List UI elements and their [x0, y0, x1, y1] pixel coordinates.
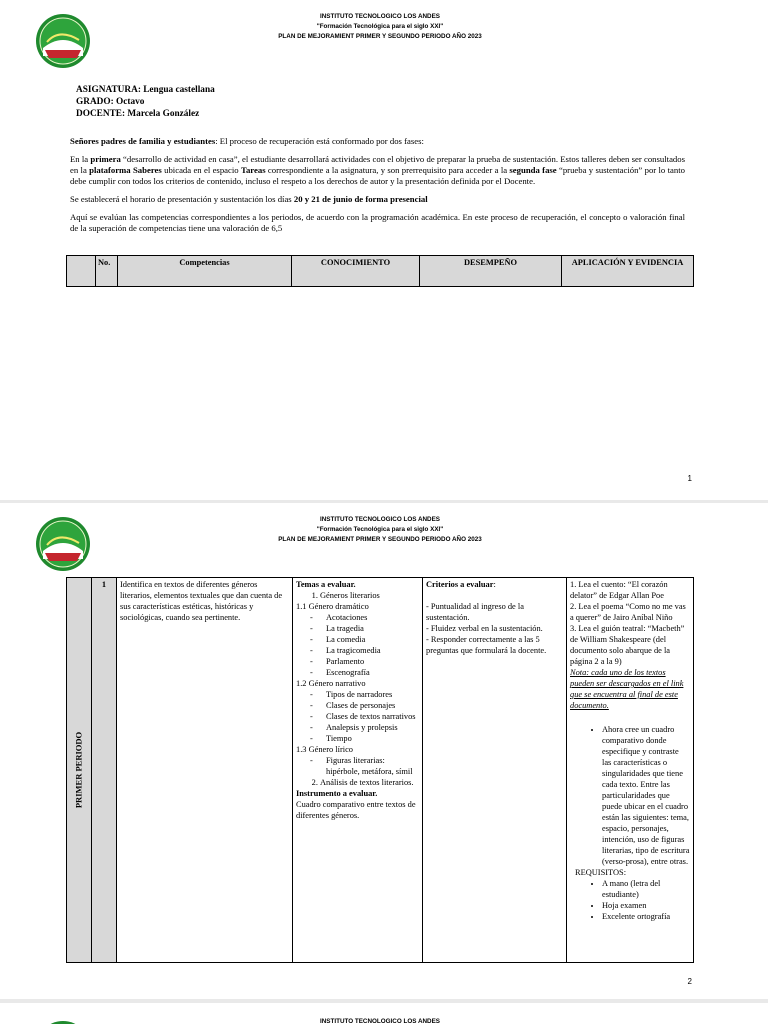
list-item: • Excelente ortografía — [602, 911, 690, 922]
intro-paragraph-1 — [70, 136, 685, 147]
temas-label: Temas a evaluar — [296, 580, 354, 589]
desempeno-cell — [423, 578, 567, 963]
intro-paragraph-4: Aquí se evalúan las competencias correspondientes a los periodos, de acuerdo con la programación académica. En este proceso de recuperación, el concepto o valoración final de la superación de competencias tiene una valoración de 6,5 — [70, 212, 685, 233]
list-item: - Fluidez verbal en la sustentación. — [426, 624, 543, 633]
list-item: - Clases de personajes — [326, 700, 419, 711]
period-label: PRIMER PERIODO — [73, 731, 84, 809]
p2-text-e: ubicada en el espacio — [161, 165, 241, 175]
list-item: - Acotaciones — [326, 612, 419, 623]
section-narrativo: 1.2 Género narrativo — [296, 679, 366, 688]
document-header — [180, 12, 580, 42]
school-logo — [35, 515, 91, 573]
list-item: - Clases de textos narrativos — [326, 711, 419, 722]
period-cell — [67, 578, 92, 963]
p2-text-i: “prueba y sustentación” por lo tanto debe cumplir con todos los criterios de contenido, incluso el respeto a los derechos de autor y la presentación definida por el Docente. — [70, 165, 685, 186]
grade-label: GRADO: Octavo — [76, 97, 145, 107]
list-item: 2. Análisis de textos literarios. — [320, 777, 419, 788]
p2-text-g: correspondiente a la asignatura, y son prerrequisito para acceder a la — [265, 165, 510, 175]
teacher-label: DOCENTE: Marcela González — [76, 109, 200, 119]
list-item: • Ahora cree un cuadro comparativo donde especifique y contraste las características o singularidades que tiene cada texto. Entre las particularidades que puede ubicar en el cuadro están las siguientes: tema, espacio, personajes, intención, uso de figuras literarias, tipo de escritura (verso-prosa), entre otras. — [602, 724, 690, 867]
list-item: - Responder correctamente a las 5 preguntas que formulará la docente. — [426, 635, 547, 655]
list-item: - La tragedia — [326, 623, 419, 634]
requirements-list — [570, 878, 690, 922]
subject-label: ASIGNATURA: Lengua castellana — [76, 85, 215, 95]
table-row — [67, 578, 694, 963]
criterios-list — [426, 601, 563, 656]
institution-slogan: "Formación Tecnológica para el siglo XXI" — [316, 526, 444, 533]
p3-text-a: Se establecerá el horario de presentación y sustentación los días — [70, 194, 294, 204]
document-header — [180, 1017, 580, 1024]
school-logo — [35, 1019, 91, 1024]
aplicacion-cell — [567, 578, 694, 963]
list-item: - Tipos de narradores — [326, 689, 419, 700]
instrumento-label: Instrumento a evaluar — [296, 789, 376, 798]
plan-title: PLAN DE MEJORAMIENT PRIMER Y SEGUNDO PERIODO AÑO 2023 — [278, 536, 482, 543]
p2-bold-primera: primera — [90, 154, 121, 164]
institution-name: INSTITUTO TECNOLOGICO LOS ANDES — [320, 13, 440, 20]
list-item: 1. Géneros literarios — [320, 590, 419, 601]
row-number: 1 — [92, 578, 117, 963]
temas-heading: Temas a evaluar. — [296, 580, 356, 589]
list-item: - Escenografía — [326, 667, 419, 678]
instrumento-heading: Instrumento a evaluar. — [296, 789, 378, 798]
intro-text — [70, 136, 685, 241]
instructions-list — [570, 724, 690, 867]
document-page-3 — [0, 1003, 768, 1024]
header-desempeno: DESEMPEÑO — [420, 256, 562, 287]
header-no: No. — [96, 256, 118, 287]
blank-header — [67, 256, 96, 287]
list-item: - La comedia — [326, 634, 419, 645]
header-aplicacion: APLICACIÓN Y EVIDENCIA — [562, 256, 694, 287]
page-number: 2 — [687, 977, 692, 986]
requirements-label: REQUISITOS: — [575, 868, 627, 877]
section-dramatico: 1.1 Género dramático — [296, 602, 369, 611]
temas-list — [296, 590, 419, 601]
header-competencias: Competencias — [118, 256, 292, 287]
list-item: • A mano (letra del estudiante) — [602, 878, 690, 900]
document-page-1 — [0, 0, 768, 500]
criterios-heading: Criterios a evaluar: — [426, 580, 496, 589]
intro-paragraph-2 — [70, 154, 685, 187]
temas-list-2 — [296, 777, 419, 788]
institution-name: INSTITUTO TECNOLOGICO LOS ANDES — [320, 1018, 440, 1024]
criterios-label: Criterios a evaluar — [426, 580, 494, 589]
school-logo — [35, 12, 91, 70]
competencies-table — [66, 577, 694, 963]
download-note: Nota: cada uno de los textos pueden ser descargados en el link que se encuentra al final de este documento. — [570, 668, 684, 710]
p3-bold-dates: 20 y 21 de junio de forma presencial — [293, 194, 428, 204]
instrumento-text: Cuadro comparativo entre textos de diferentes géneros. — [296, 800, 416, 820]
p2-text-a: En la — [70, 154, 91, 164]
header-conocimiento: CONOCIMIENTO — [292, 256, 420, 287]
p2-text-c: “desarrollo de actividad en casa”, el estudiante desarrollará actividades con el objetivo de preparar la prueba de sustentación. Estos talleres deben ser consultados en la — [70, 154, 685, 175]
activity-3: 3. Lea el guión teatral: “Macbeth” de William Shakespeare (del documento solo abarque de la página 2 a la 9) — [570, 624, 685, 666]
p2-bold-tareas: Tareas — [240, 165, 266, 175]
institution-slogan: "Formación Tecnológica para el siglo XXI" — [316, 23, 444, 30]
conocimiento-cell — [293, 578, 423, 963]
competencia-cell: Identifica en textos de diferentes géneros literarios, elementos textuales que dan cuenta de sus características estéticas, históricas y sociológicas, cuando sea pertinente. — [117, 578, 293, 963]
intro-addressee: Señores padres de familia y estudiantes — [70, 136, 216, 146]
p2-bold-plataforma: plataforma Saberes — [89, 165, 162, 175]
plan-title: PLAN DE MEJORAMIENT PRIMER Y SEGUNDO PERIODO AÑO 2023 — [278, 33, 482, 40]
document-page-2 — [0, 503, 768, 999]
intro-p1-text: : El proceso de recuperación está conformado por dos fases: — [215, 136, 424, 146]
activity-2: 2. Lea el poema “Como no me vas a querer” de Jairo Aníbal Niño — [570, 602, 686, 622]
document-header — [180, 515, 580, 545]
list-item: - Figuras literarias: hipérbole, metáfora, símil — [326, 755, 419, 777]
list-item: - Parlamento — [326, 656, 419, 667]
intro-paragraph-3 — [70, 194, 685, 205]
list-item: - Analepsis y prolepsis — [326, 722, 419, 733]
competencies-header-table — [66, 255, 694, 287]
page-number: 1 — [687, 474, 692, 483]
section-lirico: 1.3 Género lírico — [296, 745, 353, 754]
list-item: - La tragicomedia — [326, 645, 419, 656]
institution-name: INSTITUTO TECNOLOGICO LOS ANDES — [320, 516, 440, 523]
activity-1: 1. Lea el cuento: “El corazón delator” de Edgar Allan Poe — [570, 580, 668, 600]
lirico-list — [296, 755, 419, 777]
p2-bold-segunda: segunda fase — [509, 165, 557, 175]
course-info — [76, 84, 215, 120]
list-item: - Puntualidad al ingreso de la sustentación. — [426, 602, 524, 622]
narrativo-list — [296, 689, 419, 744]
list-item: • Hoja examen — [602, 900, 690, 911]
dramatico-list — [296, 612, 419, 678]
list-item: - Tiempo — [326, 733, 419, 744]
